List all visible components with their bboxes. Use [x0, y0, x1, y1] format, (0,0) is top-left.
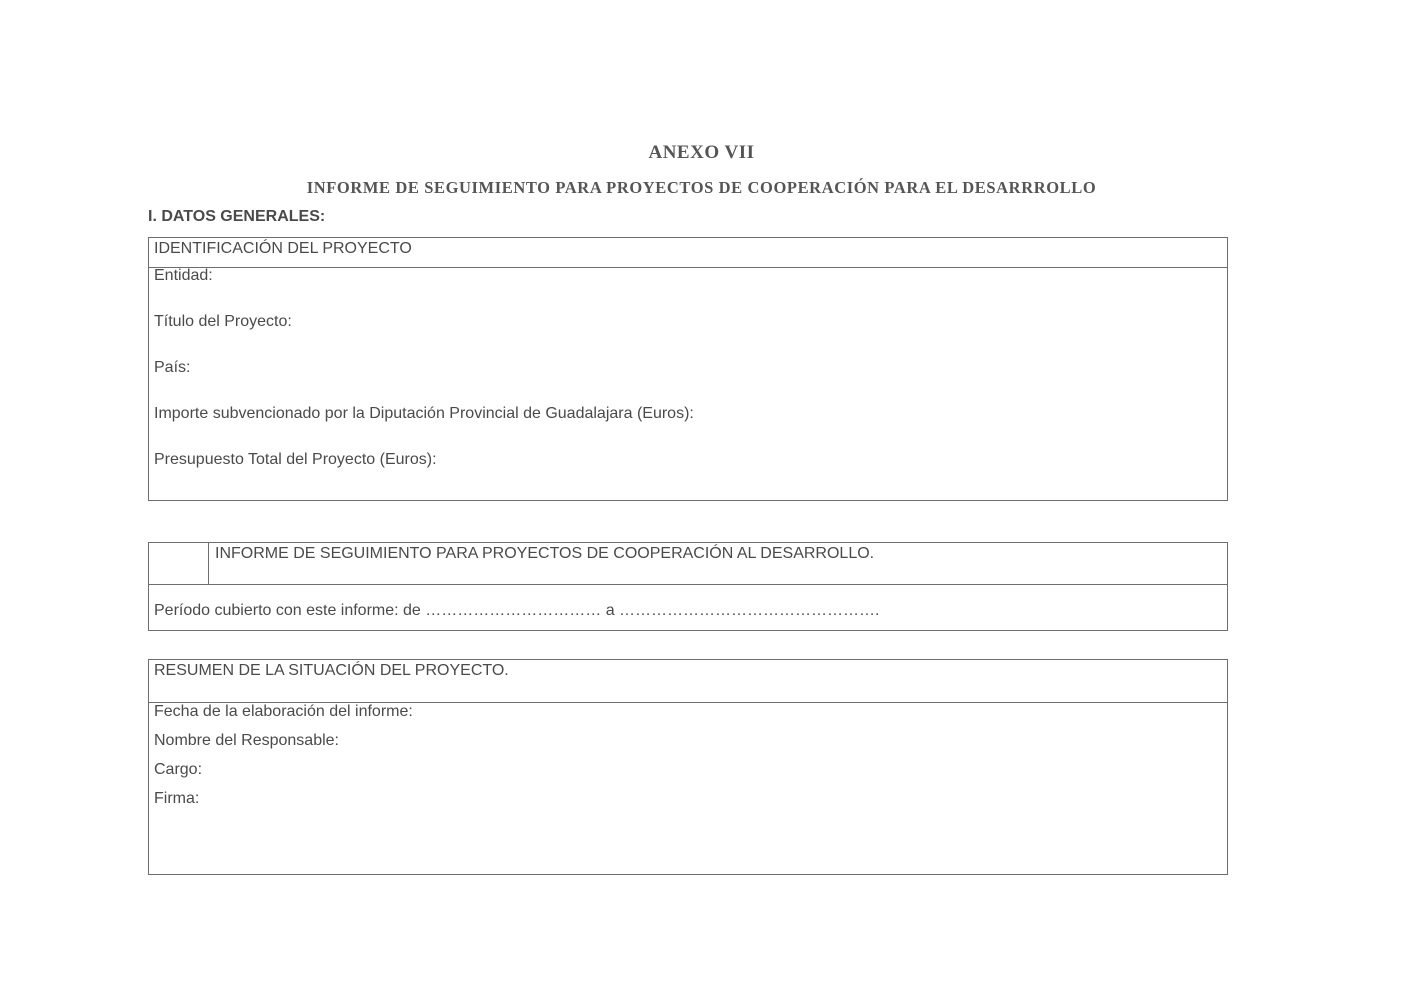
identification-header: IDENTIFICACIÓN DEL PROYECTO	[149, 238, 1227, 268]
report-header-row	[149, 543, 1227, 585]
cargo-field: Cargo:	[154, 761, 203, 778]
section-heading: I. DATOS GENERALES:	[148, 208, 326, 225]
entidad-field: Entidad:	[154, 267, 213, 284]
firma-field: Firma:	[154, 790, 200, 807]
summary-box	[148, 659, 1228, 875]
report-box	[148, 542, 1228, 631]
period-field: Período cubierto con este informe: de …………………………… a ………………………………………….	[154, 602, 880, 619]
document-title: INFORME DE SEGUIMIENTO PARA PROYECTOS DE COOPERACIÓN PARA EL DESARRROLLO	[306, 178, 1097, 197]
identification-box	[148, 237, 1228, 501]
annex-title: ANEXO VII	[648, 142, 755, 163]
report-blank-cell	[149, 543, 209, 584]
pais-field: País:	[154, 359, 191, 376]
titulo-field: Título del Proyecto:	[154, 313, 292, 330]
fecha-field: Fecha de la elaboración del informe:	[154, 703, 413, 720]
importe-field: Importe subvencionado por la Diputación Provincial de Guadalajara (Euros):	[154, 405, 694, 422]
presupuesto-field: Presupuesto Total del Proyecto (Euros):	[154, 451, 437, 468]
summary-header: RESUMEN DE LA SITUACIÓN DEL PROYECTO.	[149, 660, 1227, 703]
report-header: INFORME DE SEGUIMIENTO PARA PROYECTOS DE COOPERACIÓN AL DESARROLLO.	[215, 545, 875, 562]
nombre-field: Nombre del Responsable:	[154, 732, 339, 749]
